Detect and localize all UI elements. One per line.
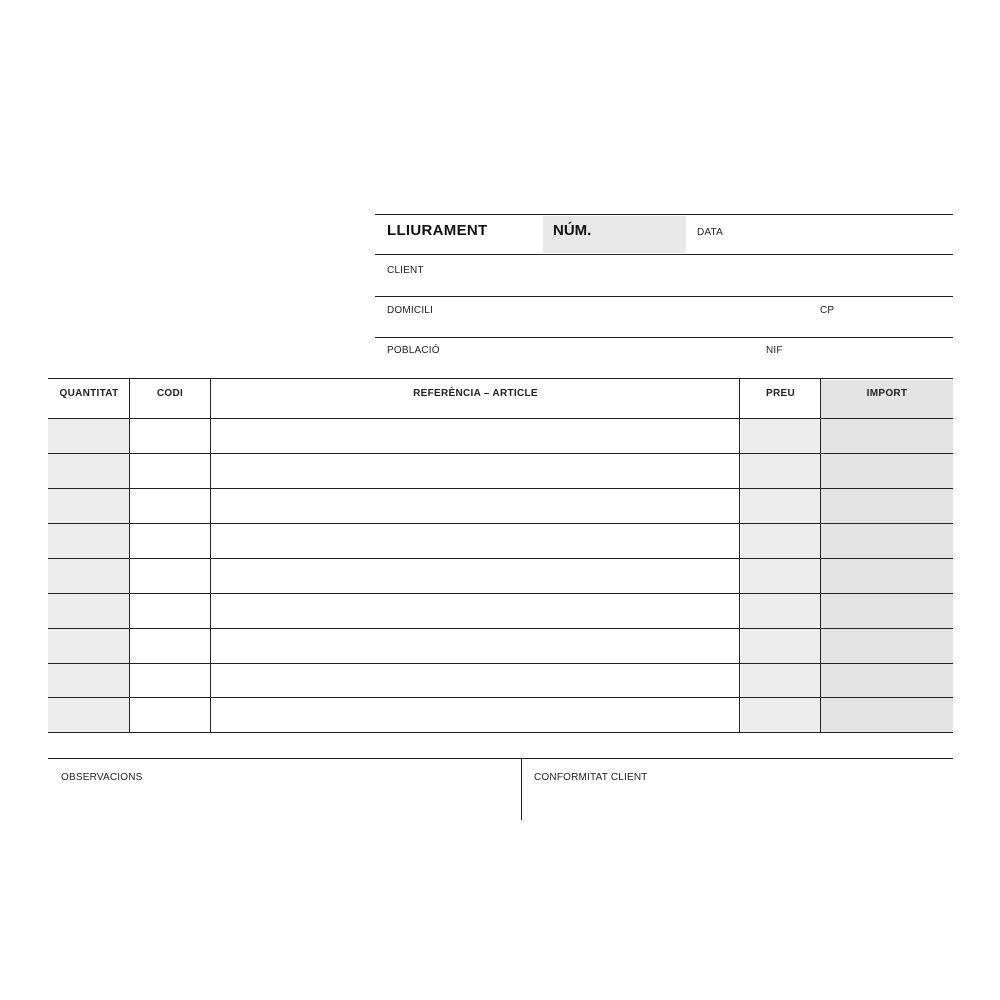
observations-field[interactable] bbox=[48, 786, 520, 820]
table-row[interactable] bbox=[48, 455, 953, 488]
table-row[interactable] bbox=[48, 525, 953, 558]
table-row[interactable] bbox=[48, 699, 953, 732]
amount-header-shade bbox=[821, 380, 953, 419]
postal-code-field[interactable] bbox=[840, 298, 952, 336]
row-rule bbox=[48, 523, 953, 524]
row-rule bbox=[48, 488, 953, 489]
address-label: DOMICILI bbox=[387, 305, 434, 316]
client-label: CLIENT bbox=[387, 265, 424, 276]
table-row[interactable] bbox=[48, 595, 953, 628]
client-approval-label: CONFORMITAT CLIENT bbox=[534, 772, 648, 783]
client-field[interactable] bbox=[430, 256, 952, 294]
footer-divider bbox=[521, 758, 522, 820]
col-header-amount: IMPORT bbox=[866, 388, 908, 399]
row-rule bbox=[48, 628, 953, 629]
town-label: POBLACIÓ bbox=[387, 345, 440, 356]
date-field[interactable] bbox=[730, 216, 952, 253]
postal-code-label: CP bbox=[820, 305, 835, 316]
row-rule bbox=[48, 453, 953, 454]
form-title: LLIURAMENT bbox=[387, 222, 488, 239]
table-top-rule bbox=[48, 378, 953, 379]
row-rule bbox=[48, 663, 953, 664]
header-rule-1 bbox=[375, 254, 953, 255]
header-top-rule bbox=[375, 214, 953, 215]
table-row[interactable] bbox=[48, 665, 953, 697]
table-header-rule bbox=[48, 418, 953, 419]
address-field[interactable] bbox=[440, 298, 810, 336]
date-label: DATA bbox=[697, 227, 723, 238]
table-row[interactable] bbox=[48, 420, 953, 453]
tax-id-field[interactable] bbox=[790, 339, 952, 377]
col-header-quantity: QUANTITAT bbox=[59, 388, 119, 399]
table-row[interactable] bbox=[48, 560, 953, 593]
row-rule bbox=[48, 593, 953, 594]
tax-id-label: NIF bbox=[766, 345, 783, 356]
number-label: NÚM. bbox=[553, 222, 592, 239]
client-approval-field[interactable] bbox=[523, 786, 953, 820]
table-row[interactable] bbox=[48, 490, 953, 523]
row-rule bbox=[48, 697, 953, 698]
table-row[interactable] bbox=[48, 630, 953, 663]
header-rule-3 bbox=[375, 337, 953, 338]
header-rule-2 bbox=[375, 296, 953, 297]
footer-top-rule bbox=[48, 758, 953, 759]
col-header-article: REFERÈNCIA – ARTICLE bbox=[413, 388, 538, 399]
col-header-price: PREU bbox=[766, 388, 795, 399]
table-bottom-rule bbox=[48, 732, 953, 733]
town-field[interactable] bbox=[445, 339, 755, 377]
col-header-code: CODI bbox=[156, 388, 184, 399]
observations-label: OBSERVACIONS bbox=[61, 772, 143, 783]
row-rule bbox=[48, 558, 953, 559]
